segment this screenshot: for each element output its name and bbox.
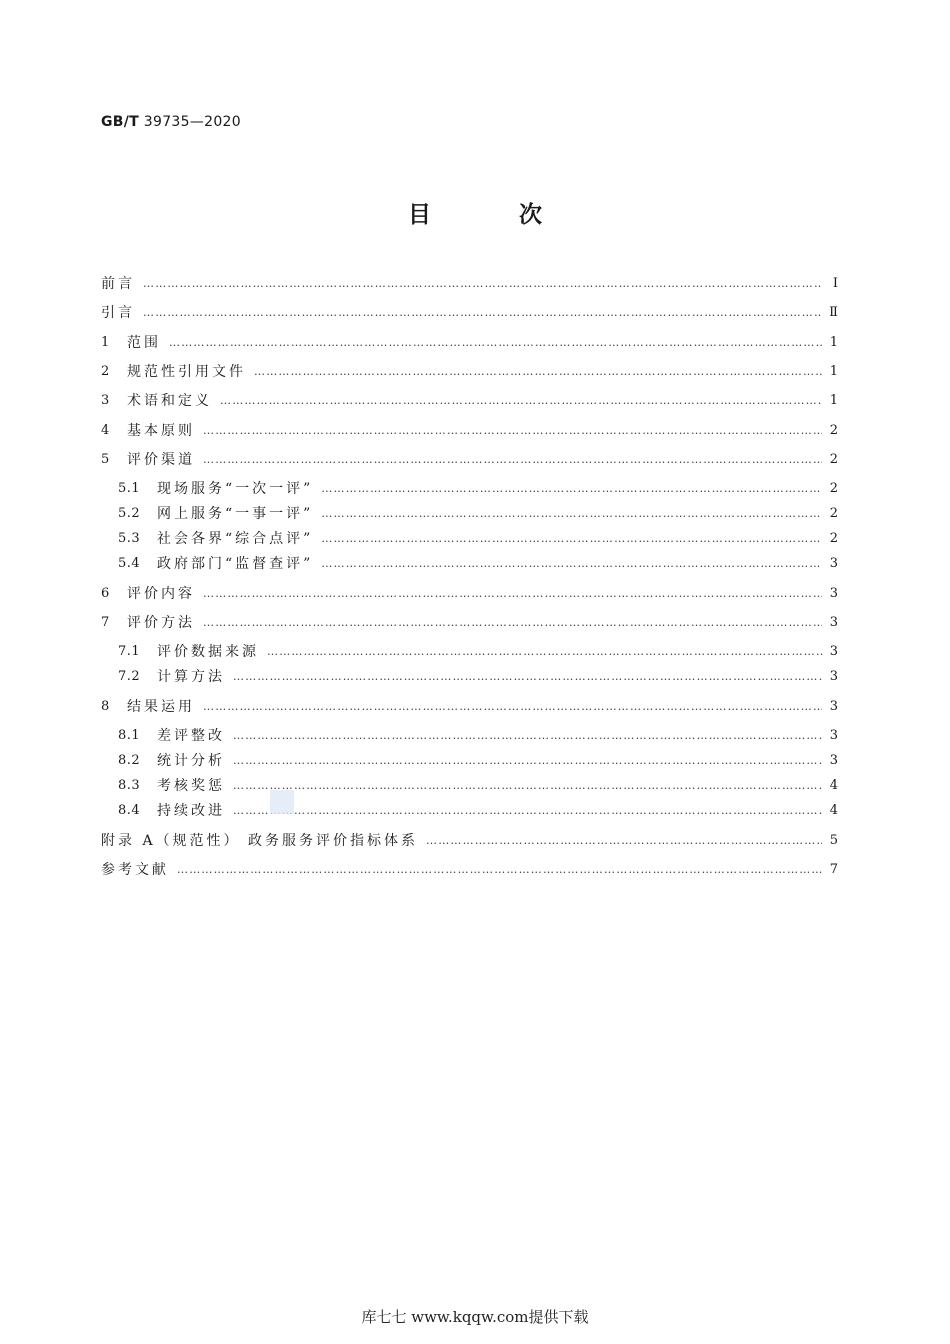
toc-item-page: 3 bbox=[829, 643, 838, 659]
toc-item-label: 评价渠道 bbox=[127, 452, 195, 468]
toc-item-label: 前言 bbox=[101, 276, 135, 292]
toc-item-label: 持续改进 bbox=[157, 803, 225, 819]
toc-item-5-1[interactable] bbox=[118, 477, 838, 499]
toc-item-number: 5 bbox=[101, 451, 110, 467]
standard-code: GB/T bbox=[101, 114, 140, 130]
toc-item-number: 6 bbox=[101, 585, 110, 601]
toc-leader-dots bbox=[203, 700, 822, 713]
toc-item-label: 现场服务“一次一评” bbox=[157, 481, 314, 497]
toc-leader-dots bbox=[233, 754, 822, 767]
toc-item-page: 3 bbox=[829, 752, 838, 768]
toc-item-label: 范围 bbox=[127, 335, 161, 351]
toc-item-number: 5.3 bbox=[118, 530, 141, 546]
toc-item-8-3[interactable] bbox=[118, 774, 838, 796]
toc-item-appendix-a[interactable] bbox=[101, 829, 838, 851]
toc-item-label: 政府部门“监督查评” bbox=[157, 556, 314, 572]
toc-leader-dots bbox=[203, 616, 822, 629]
toc-item-label: 差评整改 bbox=[157, 728, 225, 744]
toc-item-page: Ⅰ bbox=[832, 275, 838, 291]
toc-item-label: 评价方法 bbox=[127, 615, 195, 631]
toc-item-number: 3 bbox=[101, 392, 110, 408]
toc-item-page: 1 bbox=[829, 392, 838, 408]
toc-leader-dots bbox=[177, 863, 822, 876]
toc-leader-dots bbox=[321, 507, 822, 520]
toc-item-number: 7.1 bbox=[118, 643, 141, 659]
toc-leader-dots bbox=[321, 482, 822, 495]
footer-source-note: 库七七 www.kqqw.com提供下载 bbox=[361, 1308, 589, 1326]
toc-item-7-2[interactable] bbox=[118, 665, 838, 687]
toc-item-5[interactable] bbox=[101, 448, 838, 470]
toc-item-page: Ⅱ bbox=[829, 304, 838, 320]
toc-item-number: 1 bbox=[101, 334, 110, 350]
toc-item-page: 4 bbox=[829, 777, 838, 793]
toc-item-number: 8.4 bbox=[118, 802, 141, 818]
toc-leader-dots bbox=[321, 557, 822, 570]
toc-leader-dots bbox=[220, 394, 822, 407]
toc-item-page: 3 bbox=[829, 614, 838, 630]
toc-item-label: 网上服务“一事一评” bbox=[157, 506, 314, 522]
toc-leader-dots bbox=[233, 729, 822, 742]
toc-item-number: 8.2 bbox=[118, 752, 141, 768]
toc-item-references[interactable] bbox=[101, 858, 838, 880]
toc-item-label: 评价数据来源 bbox=[157, 644, 259, 660]
toc-leader-dots bbox=[143, 306, 822, 319]
toc-leader-dots bbox=[233, 779, 822, 792]
toc-item-5-2[interactable] bbox=[118, 502, 838, 524]
toc-item-label: 计算方法 bbox=[157, 669, 225, 685]
toc-leader-dots bbox=[169, 336, 822, 349]
toc-item-6[interactable] bbox=[101, 582, 838, 604]
page-title: 目 次 bbox=[407, 202, 582, 228]
toc-item-page: 3 bbox=[829, 668, 838, 684]
toc-item-label: 评价内容 bbox=[127, 586, 195, 602]
toc-item-page: 1 bbox=[829, 363, 838, 379]
toc-leader-dots bbox=[267, 645, 822, 658]
toc-leader-dots bbox=[321, 532, 822, 545]
toc-item-3[interactable] bbox=[101, 389, 838, 411]
toc-item-label: 考核奖惩 bbox=[157, 778, 225, 794]
toc-item-number: 5.2 bbox=[118, 505, 141, 521]
toc-item-2[interactable] bbox=[101, 360, 838, 382]
toc-item-7-1[interactable] bbox=[118, 640, 838, 662]
toc-item-introduction[interactable] bbox=[101, 301, 838, 323]
toc-item-8-2[interactable] bbox=[118, 749, 838, 771]
toc-item-foreword[interactable] bbox=[101, 272, 838, 294]
toc-item-number: 5.4 bbox=[118, 555, 141, 571]
toc-item-7[interactable] bbox=[101, 611, 838, 633]
toc-item-page: 4 bbox=[829, 802, 838, 818]
toc-item-label: 规范性引用文件 bbox=[127, 364, 246, 380]
toc-item-page: 3 bbox=[829, 585, 838, 601]
toc-item-number: 7.2 bbox=[118, 668, 141, 684]
toc-item-8-1[interactable] bbox=[118, 724, 838, 746]
toc-item-page: 2 bbox=[829, 530, 838, 546]
standard-number bbox=[101, 114, 241, 130]
toc-leader-dots bbox=[203, 587, 822, 600]
toc-item-number: 2 bbox=[101, 363, 110, 379]
toc-item-page: 3 bbox=[829, 555, 838, 571]
toc-leader-dots bbox=[203, 453, 822, 466]
toc-item-number: 8 bbox=[101, 698, 110, 714]
toc-item-number: 4 bbox=[101, 422, 110, 438]
toc-item-page: 7 bbox=[829, 861, 838, 877]
toc-leader-dots bbox=[203, 424, 822, 437]
toc-item-label: 结果运用 bbox=[127, 699, 195, 715]
toc-item-number: 7 bbox=[101, 614, 110, 630]
toc-item-page: 3 bbox=[829, 727, 838, 743]
toc-item-label: 社会各界“综合点评” bbox=[157, 531, 314, 547]
toc-item-number: 8.1 bbox=[118, 727, 141, 743]
toc-item-label: 引言 bbox=[101, 305, 135, 321]
toc-item-5-3[interactable] bbox=[118, 527, 838, 549]
toc-item-5-4[interactable] bbox=[118, 552, 838, 574]
toc-item-4[interactable] bbox=[101, 419, 838, 441]
toc-item-page: 1 bbox=[829, 334, 838, 350]
toc-item-page: 2 bbox=[829, 480, 838, 496]
toc-item-page: 2 bbox=[829, 422, 838, 438]
toc-leader-dots bbox=[254, 365, 822, 378]
toc-item-label: 统计分析 bbox=[157, 753, 225, 769]
toc-item-page: 3 bbox=[829, 698, 838, 714]
toc-item-label: 附录 A（规范性） 政务服务评价指标体系 bbox=[101, 833, 419, 849]
toc-leader-dots bbox=[426, 834, 822, 847]
toc-item-page: 2 bbox=[829, 451, 838, 467]
toc-leader-dots bbox=[233, 670, 822, 683]
toc-item-page: 2 bbox=[829, 505, 838, 521]
toc-item-label: 参考文献 bbox=[101, 862, 169, 878]
toc-item-label: 基本原则 bbox=[127, 423, 195, 439]
toc-item-number: 8.3 bbox=[118, 777, 141, 793]
toc-item-number: 5.1 bbox=[118, 480, 141, 496]
toc-leader-dots bbox=[143, 277, 822, 290]
standard-year-number: 39735—2020 bbox=[143, 114, 241, 130]
toc-item-page: 5 bbox=[829, 832, 838, 848]
toc-leader-dots bbox=[233, 804, 822, 817]
toc-item-1[interactable] bbox=[101, 331, 838, 353]
toc-item-label: 术语和定义 bbox=[127, 393, 212, 409]
watermark-mark bbox=[270, 790, 294, 814]
toc-item-8[interactable] bbox=[101, 695, 838, 717]
toc-item-8-4[interactable] bbox=[118, 799, 838, 821]
